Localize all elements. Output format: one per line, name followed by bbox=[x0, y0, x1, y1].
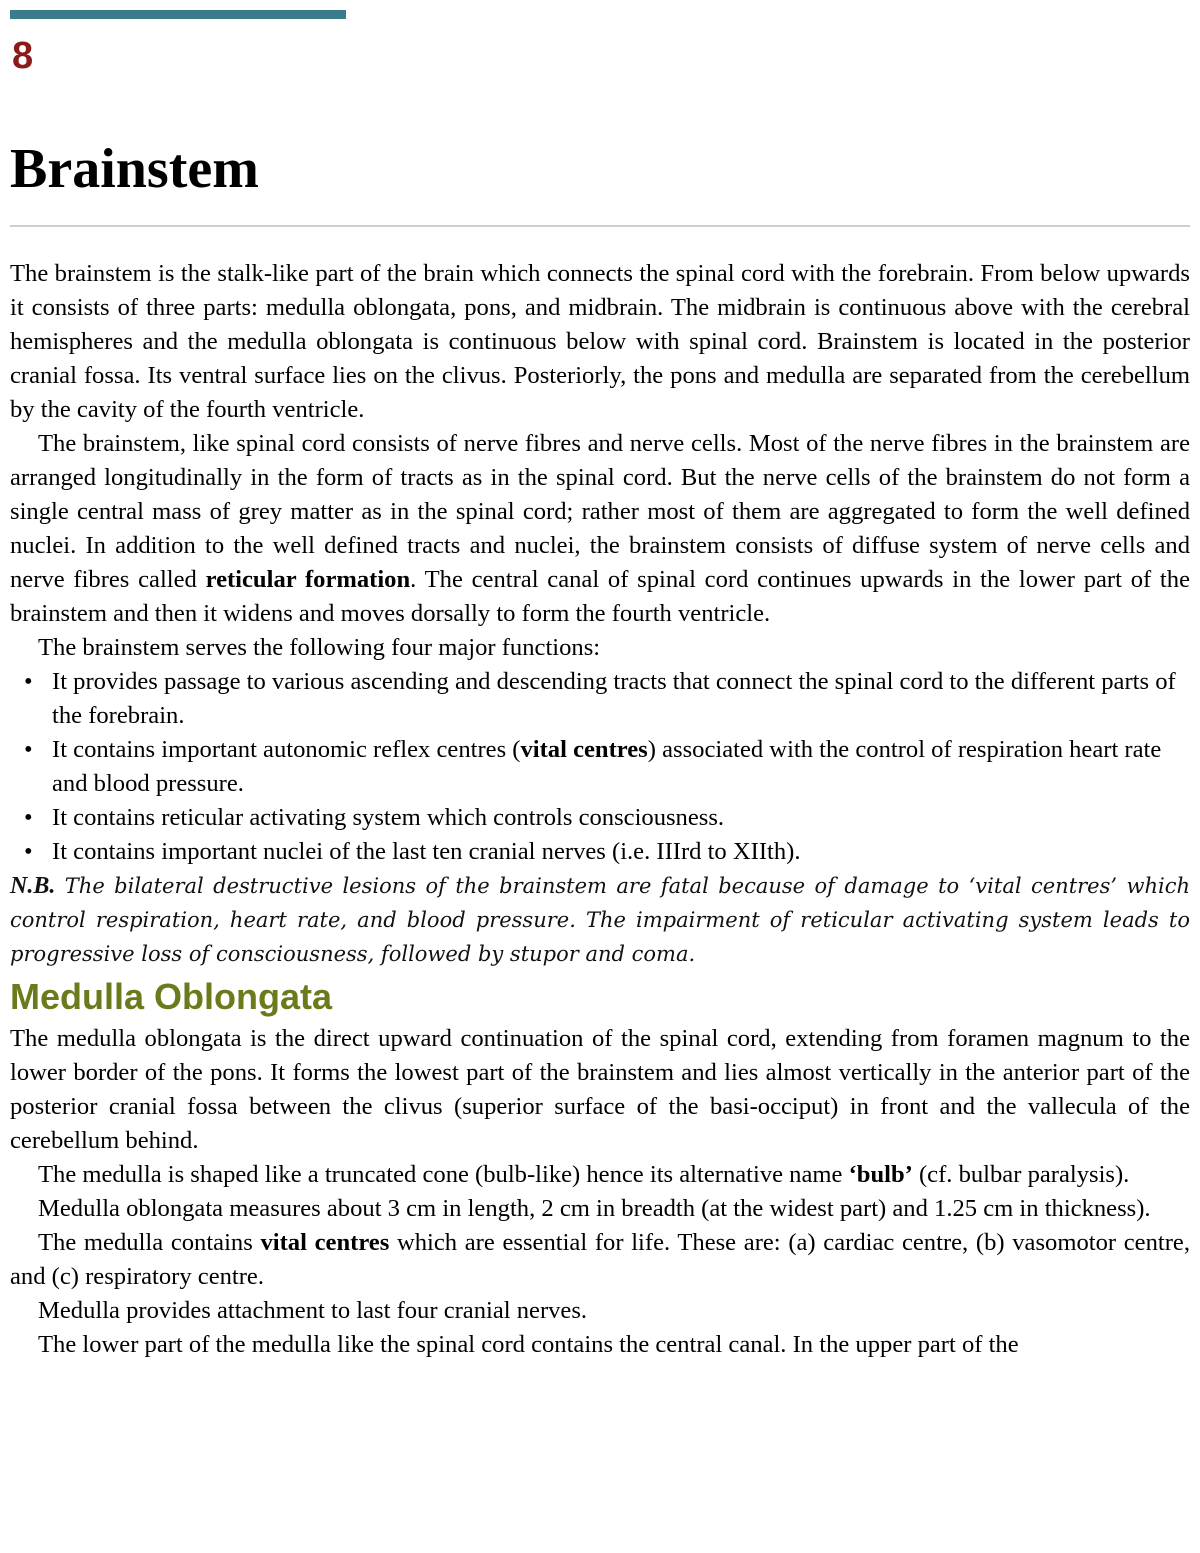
intro-paragraph-2 bbox=[10, 427, 1190, 631]
medulla-paragraph-2-text-b: (cf. bulbar paralysis). bbox=[912, 1161, 1130, 1188]
medulla-paragraph-3: Medulla oblongata measures about 3 cm in length, 2 cm in breadth (at the widest part) and 1.25 cm in thickness). bbox=[38, 1195, 1151, 1222]
chapter-body bbox=[10, 257, 1190, 1362]
section-heading-medulla: Medulla Oblongata bbox=[10, 976, 333, 1017]
bullet-icon: • bbox=[24, 736, 33, 763]
medulla-paragraph-2-text-a: The medulla is shaped like a truncated cone (bulb-like) hence its alternative name bbox=[38, 1161, 849, 1188]
functions-list bbox=[10, 665, 1190, 869]
list-item bbox=[10, 801, 1190, 835]
chapter-accent-bar bbox=[10, 10, 346, 19]
list-item bbox=[10, 835, 1190, 869]
intro-paragraph-1: The brainstem is the stalk-like part of the brain which connects the spinal cord with the forebrain. From below upwards it consists of three parts: medulla oblongata, pons, and midbrain. The midbrain is continuous above with the cerebral hemispheres and the medulla oblongata is continuous below with spinal cord. Brainstem is located in the posterior cranial fossa. Its ventral surface lies on the clivus. Posteriorly, the pons and medulla are separated from the cerebellum by the cavity of the fourth ventricle. bbox=[10, 260, 1190, 423]
medulla-paragraph-1: The medulla oblongata is the direct upward continuation of the spinal cord, extending from foramen magnum to the lower border of the pons. It forms the lowest part of the brainstem and lies almost vertically in the anterior part of the posterior cranial fossa between the clivus (superior surface of the basi-occiput) in front and the vallecula of the cerebellum behind. bbox=[10, 1025, 1190, 1154]
intro-paragraph-2-text-a: The brainstem, like spinal cord consists of nerve fibres and nerve cells. Most of the nerve fibres in the brainstem are arranged longitudinally in the form of tracts as in the spinal cord. But the nerve cells of the brainstem do not form a single central mass of grey matter as in the spinal cord; rather most of them are aggregated to form the well defined nuclei. In addition to the well defined tracts and nuclei, the brainstem consists of diffuse system of nerve cells and nerve fibres called bbox=[10, 430, 1190, 593]
bullet-icon: • bbox=[24, 804, 33, 831]
clinical-note bbox=[10, 869, 1190, 971]
list-item-text: It contains reticular activating system which controls consciousness. bbox=[52, 804, 725, 831]
list-item bbox=[10, 733, 1190, 801]
medulla-paragraph-4 bbox=[10, 1226, 1190, 1294]
medulla-paragraph-5: Medulla provides attachment to last four cranial nerves. bbox=[38, 1297, 588, 1324]
list-item-text-b: ) associated with the control of respiration heart rate and blood pressure. bbox=[52, 736, 1162, 797]
title-divider bbox=[10, 225, 1190, 227]
term-reticular-formation: reticular formation bbox=[205, 566, 411, 593]
medulla-paragraph-4-text-a: The medulla contains bbox=[38, 1229, 261, 1256]
list-item-text-a: It contains important autonomic reflex centres ( bbox=[52, 736, 521, 763]
term-vital-centres: vital centres bbox=[520, 736, 648, 763]
term-bulb: ‘bulb’ bbox=[848, 1161, 913, 1188]
term-vital-centres: vital centres bbox=[260, 1229, 390, 1256]
intro-paragraph-3: The brainstem serves the following four major functions: bbox=[38, 634, 601, 661]
note-label: N.B. bbox=[10, 873, 56, 899]
bullet-icon: • bbox=[24, 668, 33, 695]
medulla-paragraph-2 bbox=[10, 1158, 1190, 1192]
list-item-text: It provides passage to various ascending and descending tracts that connect the spinal cord to the different parts of the forebrain. bbox=[52, 668, 1176, 729]
medulla-paragraph-4-text-b: which are essential for life. These are: (a) cardiac centre, (b) vasomotor centre, and (c) respiratory centre. bbox=[10, 1229, 1190, 1290]
intro-paragraph-2-text-b: . The central canal of spinal cord continues upwards in the lower part of the brainstem and then it widens and moves dorsally to form the fourth ventricle. bbox=[10, 566, 1190, 627]
chapter-number: 8 bbox=[12, 35, 34, 77]
note-text: The bilateral destructive lesions of the brainstem are fatal because of damage to ‘vital centres’ which control respiration, heart rate, and blood pressure. The impairment of reticular activating system leads to progressive loss of consciousness, followed by stupor and coma. bbox=[10, 874, 1190, 966]
chapter-title: Brainstem bbox=[10, 138, 259, 200]
list-item bbox=[10, 665, 1190, 733]
medulla-paragraph-6: The lower part of the medulla like the spinal cord contains the central canal. In the upper part of the bbox=[38, 1331, 1019, 1358]
list-item-text: It contains important nuclei of the last ten cranial nerves (i.e. IIIrd to XIIth). bbox=[52, 838, 801, 865]
bullet-icon: • bbox=[24, 838, 33, 865]
